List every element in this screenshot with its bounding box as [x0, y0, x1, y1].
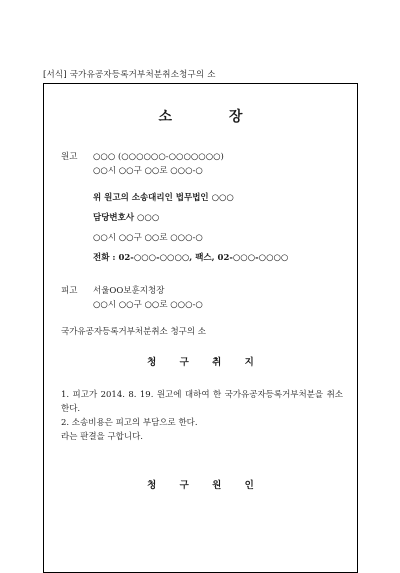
document-title: 소 장: [158, 109, 269, 125]
claim-purpose-closing: 라는 판결을 구합니다.: [61, 432, 144, 442]
plaintiff-address: ○○시 ○○구 ○○로 ○○○-○: [93, 166, 203, 176]
claim-purpose-item-2: 2. 소송비용은 피고의 부담으로 한다.: [61, 418, 198, 428]
form-label: [서식] 국가유공자등록거부처분취소청구의 소: [43, 70, 216, 80]
claim-purpose-heading: 청 구 취 지: [147, 357, 264, 368]
plaintiff-name: ○○○ (○○○○○○-○○○○○○○): [93, 152, 224, 162]
plaintiff-label: 원고: [61, 152, 78, 162]
claim-cause-heading: 청 구 원 인: [147, 480, 264, 491]
claim-purpose-item-1: 1. 피고가 2014. 8. 19. 원고에 대하여 한 국가유공자등록거부처분을 취소한다.: [61, 390, 343, 414]
defendant-address: ○○시 ○○구 ○○로 ○○○-○: [93, 300, 203, 310]
case-name: 국가유공자등록거부처분취소 청구의 소: [61, 327, 206, 337]
representative-lawyer: 담당변호사 ○○○: [93, 213, 160, 223]
representative-address: ○○시 ○○구 ○○로 ○○○-○: [93, 233, 203, 243]
representative-line: 위 원고의 소송대리인 법무법인 ○○○: [93, 193, 234, 203]
defendant-name: 서울OO보훈지청장: [93, 286, 165, 296]
defendant-label: 피고: [61, 286, 78, 296]
complaint-document: [43, 83, 358, 573]
representative-contact: 전화 : 02-○○○-○○○○, 팩스, 02-○○○-○○○○: [93, 253, 289, 263]
